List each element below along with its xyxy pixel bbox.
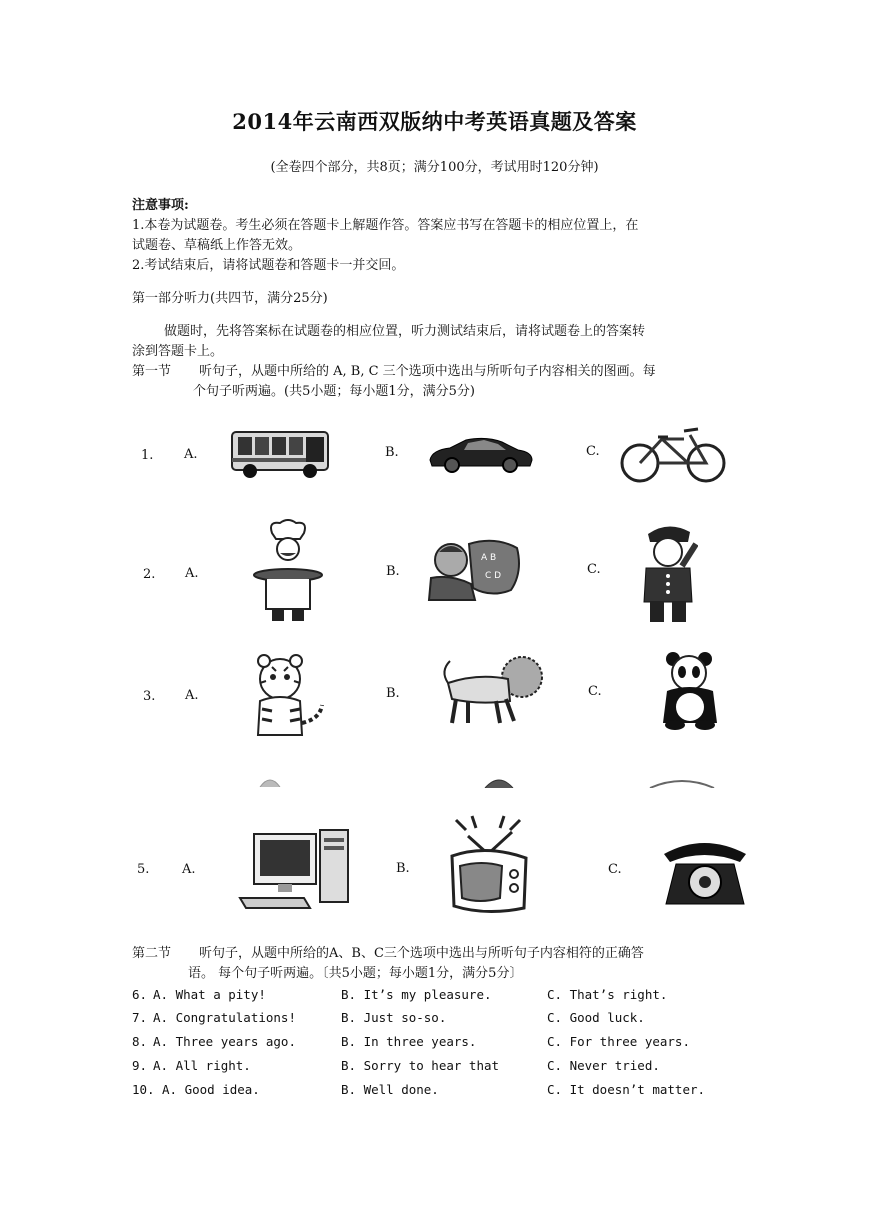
- question-number: 1.: [141, 448, 154, 463]
- panda-icon: [657, 651, 723, 731]
- section2-instruction: 听句子，从题中所给的A、B、C三个选项中选出与所听句子内容相符的正确答: [199, 946, 644, 961]
- bicycle-icon: [618, 425, 730, 483]
- option-b: B. In three years.: [341, 1034, 477, 1049]
- option-a-label: A.: [184, 447, 198, 462]
- option-c: C. It doesn’t matter.: [547, 1082, 706, 1097]
- section2-instruction-cont: 语。 每个句子听两遍。〔共5小题；每小题1分，满分5分〕: [188, 966, 523, 981]
- section1-label: 第一节: [132, 364, 172, 379]
- part1-heading: 第一部分听力(共四节，满分25分): [132, 291, 328, 306]
- option-c-label: C.: [586, 444, 600, 459]
- question-number: 7.: [132, 1010, 148, 1025]
- option-a: A. What a pity!: [153, 987, 266, 1002]
- option-b: B. Well done.: [341, 1082, 439, 1097]
- lion-icon: [438, 653, 550, 727]
- option-a: A. Congratulations!: [153, 1010, 296, 1025]
- telephone-icon: [660, 836, 750, 908]
- notice-heading: 注意事项:: [132, 198, 189, 213]
- cropped-image-fragment: [483, 772, 515, 788]
- student-icon: [425, 538, 523, 602]
- option-b: B. Sorry to hear that: [341, 1058, 500, 1073]
- notice-line-2: 2.考试结束后，请将试题卷和答题卡一并交回。: [132, 258, 405, 273]
- option-b: B. It’s my pleasure.: [341, 987, 492, 1002]
- option-a-label: A.: [185, 688, 199, 703]
- question-number: 5.: [137, 862, 150, 877]
- section1-instruction: 听句子，从题中所给的 A, B, C 三个选项中选出与所听句子内容相关的图画。每: [199, 364, 656, 379]
- bus-icon: [230, 428, 332, 480]
- television-icon: [446, 814, 532, 914]
- part1-instruction-cont: 涂到答题卡上。: [132, 344, 224, 359]
- svg-text:A B: A B: [481, 553, 497, 563]
- section1-instruction-cont: 个句子听两遍。(共5小题；每小题1分，满分5分): [193, 384, 475, 399]
- option-a: A. Three years ago.: [153, 1034, 296, 1049]
- option-c-label: C.: [588, 684, 602, 699]
- cropped-image-fragment: [258, 771, 282, 787]
- question-number: 8.: [132, 1034, 148, 1049]
- option-b-label: B.: [385, 445, 399, 460]
- option-c: C. Never tried.: [547, 1058, 660, 1073]
- svg-text:C D: C D: [485, 571, 502, 581]
- option-a: A. All right.: [153, 1058, 251, 1073]
- option-c: C. That’s right.: [547, 987, 668, 1002]
- part1-instruction: 做题时，先将答案标在试题卷的相应位置，听力测试结束后，请将试题卷上的答案转: [164, 324, 646, 339]
- option-c: C. For three years.: [547, 1034, 690, 1049]
- notice-line-1: 1.本卷为试题卷。考生必须在答题卡上解题作答。答案应书写在答题卡的相应位置上，在: [132, 218, 639, 233]
- option-c-label: C.: [587, 562, 601, 577]
- option-a: A. Good idea.: [162, 1082, 260, 1097]
- question-number: 3.: [143, 689, 156, 704]
- question-number: 10.: [132, 1082, 155, 1097]
- page-title: 2014年云南西双版纳中考英语真题及答案: [232, 109, 637, 134]
- tiger-icon: [236, 651, 326, 741]
- option-c-label: C.: [608, 862, 622, 877]
- chef-icon: [250, 519, 325, 623]
- option-b: B. Just so-so.: [341, 1010, 447, 1025]
- option-c: C. Good luck.: [547, 1010, 645, 1025]
- option-b-label: B.: [386, 564, 400, 579]
- section2-label: 第二节: [132, 946, 172, 961]
- question-number: 2.: [143, 567, 156, 582]
- option-a-label: A.: [185, 566, 199, 581]
- notice-line-1b: 试题卷、草稿纸上作答无效。: [132, 238, 302, 253]
- option-a-label: A.: [182, 862, 196, 877]
- computer-icon: [236, 826, 352, 914]
- policeman-icon: [638, 522, 698, 624]
- option-b-label: B.: [396, 861, 410, 876]
- exam-info: (全卷四个部分，共8页；满分100分，考试用时120分钟): [270, 160, 599, 175]
- cropped-image-fragment: [648, 774, 716, 788]
- question-number: 6.: [132, 987, 148, 1002]
- car-icon: [426, 434, 536, 474]
- question-number: 9.: [132, 1058, 148, 1073]
- option-b-label: B.: [386, 686, 400, 701]
